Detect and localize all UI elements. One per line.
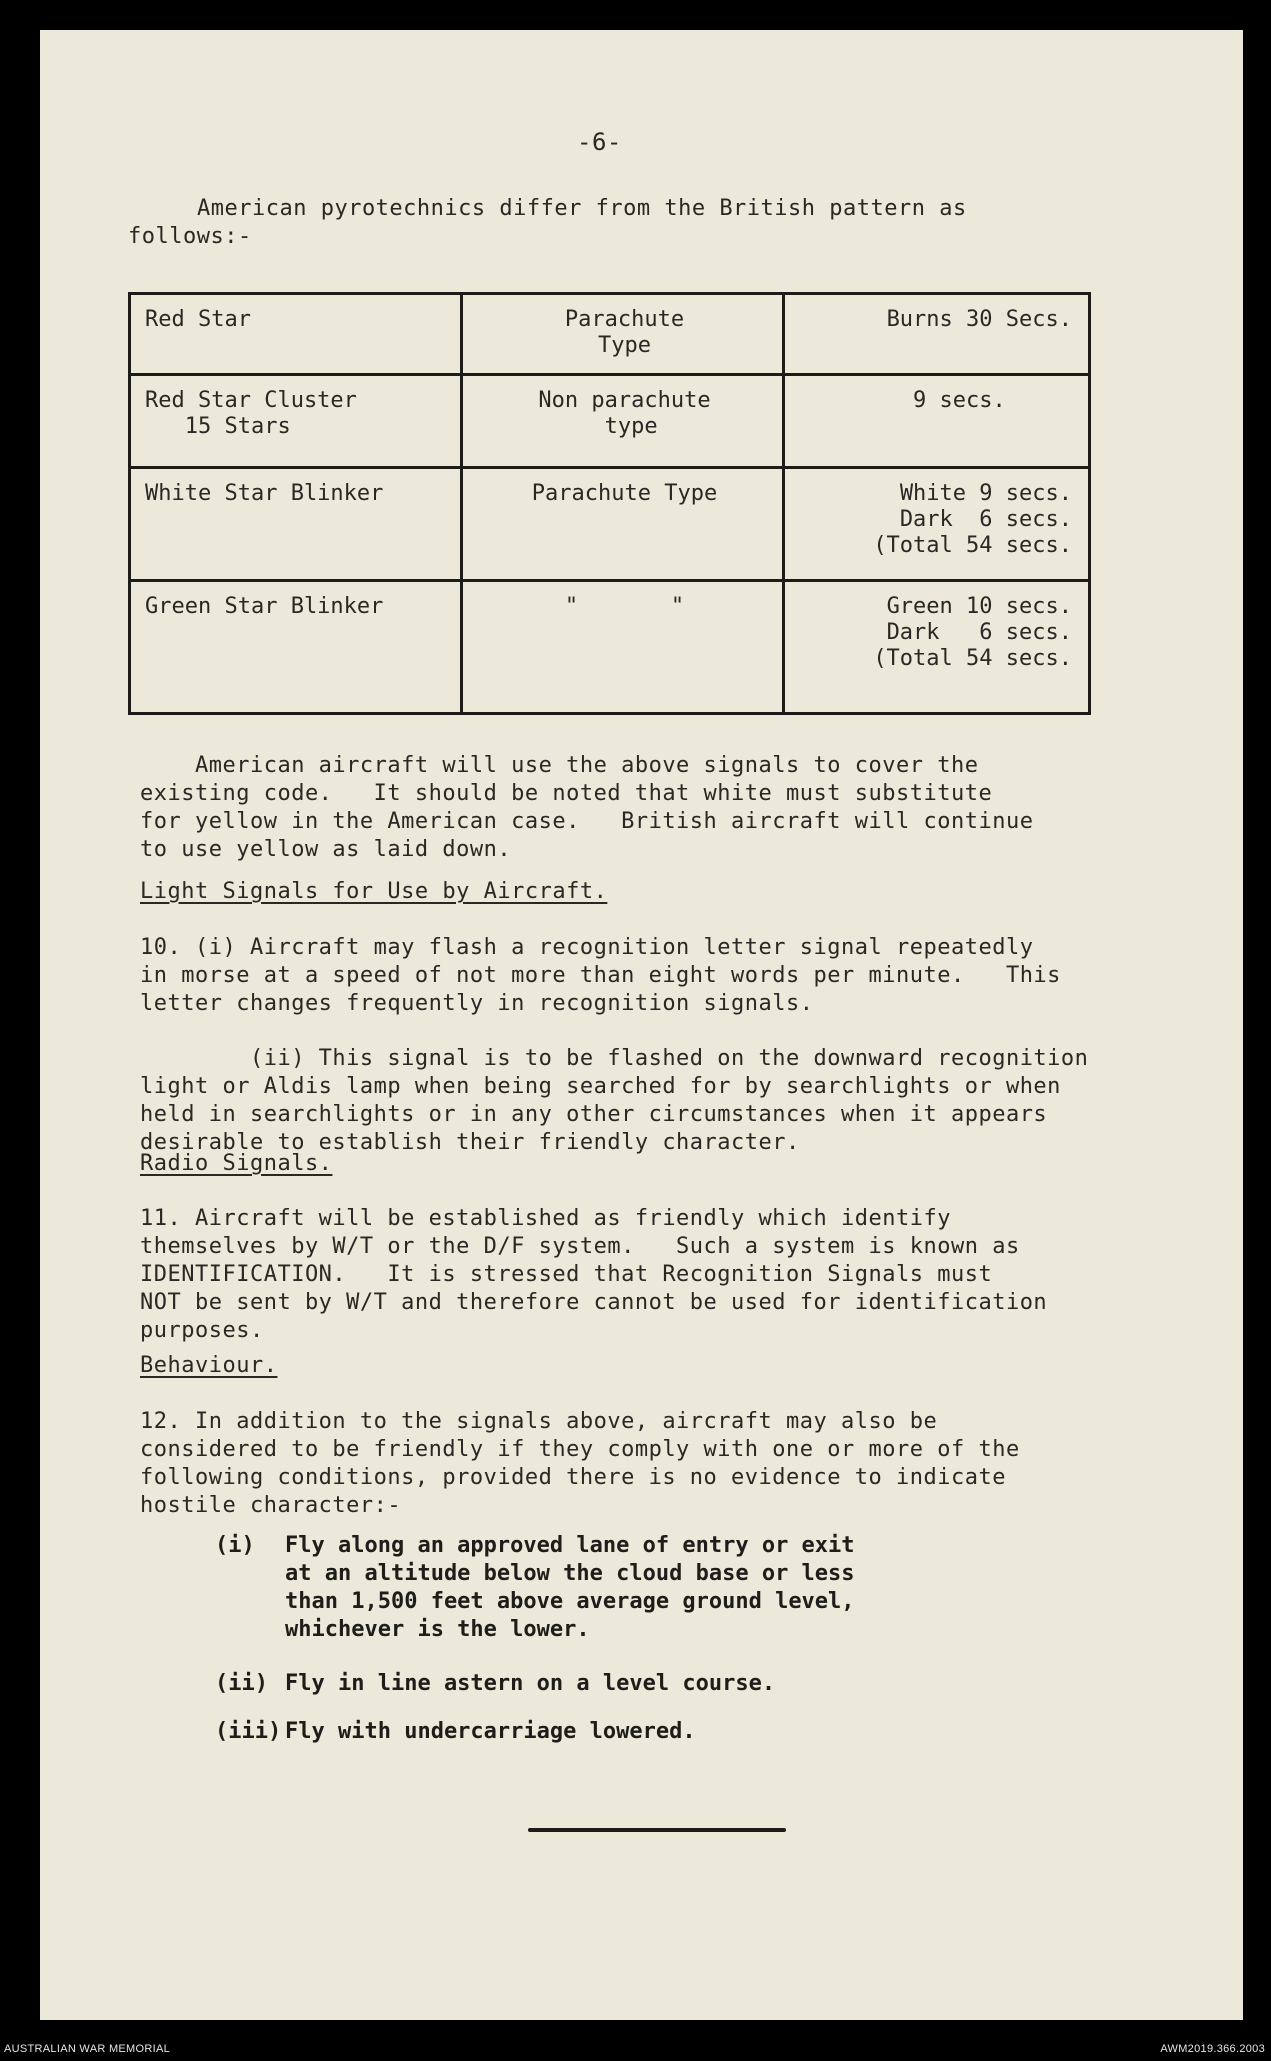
table-cell-burn: White 9 secs. Dark 6 secs. (Total 54 secs. <box>784 468 1090 581</box>
table-cell-burn: Green 10 secs. Dark 6 secs. (Total 54 secs. <box>784 581 1090 714</box>
table-cell-signal: Green Star Blinker <box>130 581 462 714</box>
heading-radio-signals: Radio Signals. <box>140 1151 333 1176</box>
condition-number: (ii) <box>215 1671 268 1696</box>
footer-credit: AUSTRALIAN WAR MEMORIAL <box>4 2043 171 2055</box>
heading-behaviour: Behaviour. <box>140 1353 278 1378</box>
condition-number: (iii) <box>215 1719 282 1744</box>
paragraph-10-i: 10. (i) Aircraft may flash a recognition letter signal repeatedly in morse at a speed of not more than eight words per minute. This letter changes frequently in recognition signals. <box>140 935 1061 1016</box>
condition-number: (i) <box>215 1533 255 1558</box>
paragraph-12: 12. In addition to the signals above, aircraft may also be considered to be friendly if they comply with one or more of the following conditions, provided there is no evidence to indicate hostile character:- <box>140 1409 1020 1518</box>
table-cell-burn: 9 secs. <box>784 375 1090 468</box>
table-cell-type: Parachute Type <box>462 468 784 581</box>
table-cell-type: Parachute Type <box>462 294 784 375</box>
paragraph-10-ii: (ii) This signal is to be flashed on the downward recognition light or Aldis lamp when being searched for by searchlights or when held in searchlights or in any other circumstances when it appears desirable to establish their friendly character. <box>140 1046 1089 1155</box>
table-row <box>130 468 1090 581</box>
paragraph-11: 11. Aircraft will be established as friendly which identify themselves by W/T or the D/F system. Such a system is known as IDENTIFICATION. It is stressed that Recognition Signals must NOT be sent by W/T and therefore cannot be used for identification purposes. <box>140 1206 1048 1343</box>
end-rule <box>528 1828 786 1832</box>
condition-text: Fly along an approved lane of entry or exit at an altitude below the cloud base or less than 1,500 feet above average ground level, whichever is the lower. <box>285 1533 855 1642</box>
condition-item <box>215 1718 696 1830</box>
condition-text: Fly with undercarriage lowered. <box>285 1719 696 1744</box>
table-row <box>130 581 1090 714</box>
table-cell-burn: Burns 30 Secs. <box>784 294 1090 375</box>
footer-reference: AWM2019.366.2003 <box>1160 2043 1265 2055</box>
table-row <box>130 294 1090 375</box>
table-row <box>130 375 1090 468</box>
page-number: -6- <box>577 128 622 156</box>
condition-text: Fly in line astern on a level course. <box>285 1671 776 1696</box>
pyrotechnics-table <box>128 292 1091 715</box>
condition-item <box>215 1532 855 1644</box>
intro-line-1: American pyrotechnics differ from the British pattern as <box>197 196 967 221</box>
paragraph-american-signals: American aircraft will use the above signals to cover the existing code. It should be noted that white must substitute for yellow in the American case. British aircraft will continue to use yellow as laid down. <box>140 753 1034 862</box>
table-cell-type: " " <box>462 581 784 714</box>
table-cell-signal: Red Star Cluster 15 Stars <box>130 375 462 468</box>
heading-light-signals: Light Signals for Use by Aircraft. <box>140 879 608 904</box>
table-cell-type: Non parachute type <box>462 375 784 468</box>
table-cell-signal: Red Star <box>130 294 462 375</box>
intro-line-2: follows:- <box>128 224 252 249</box>
document-page <box>40 30 1243 2020</box>
table-cell-signal: White Star Blinker <box>130 468 462 581</box>
